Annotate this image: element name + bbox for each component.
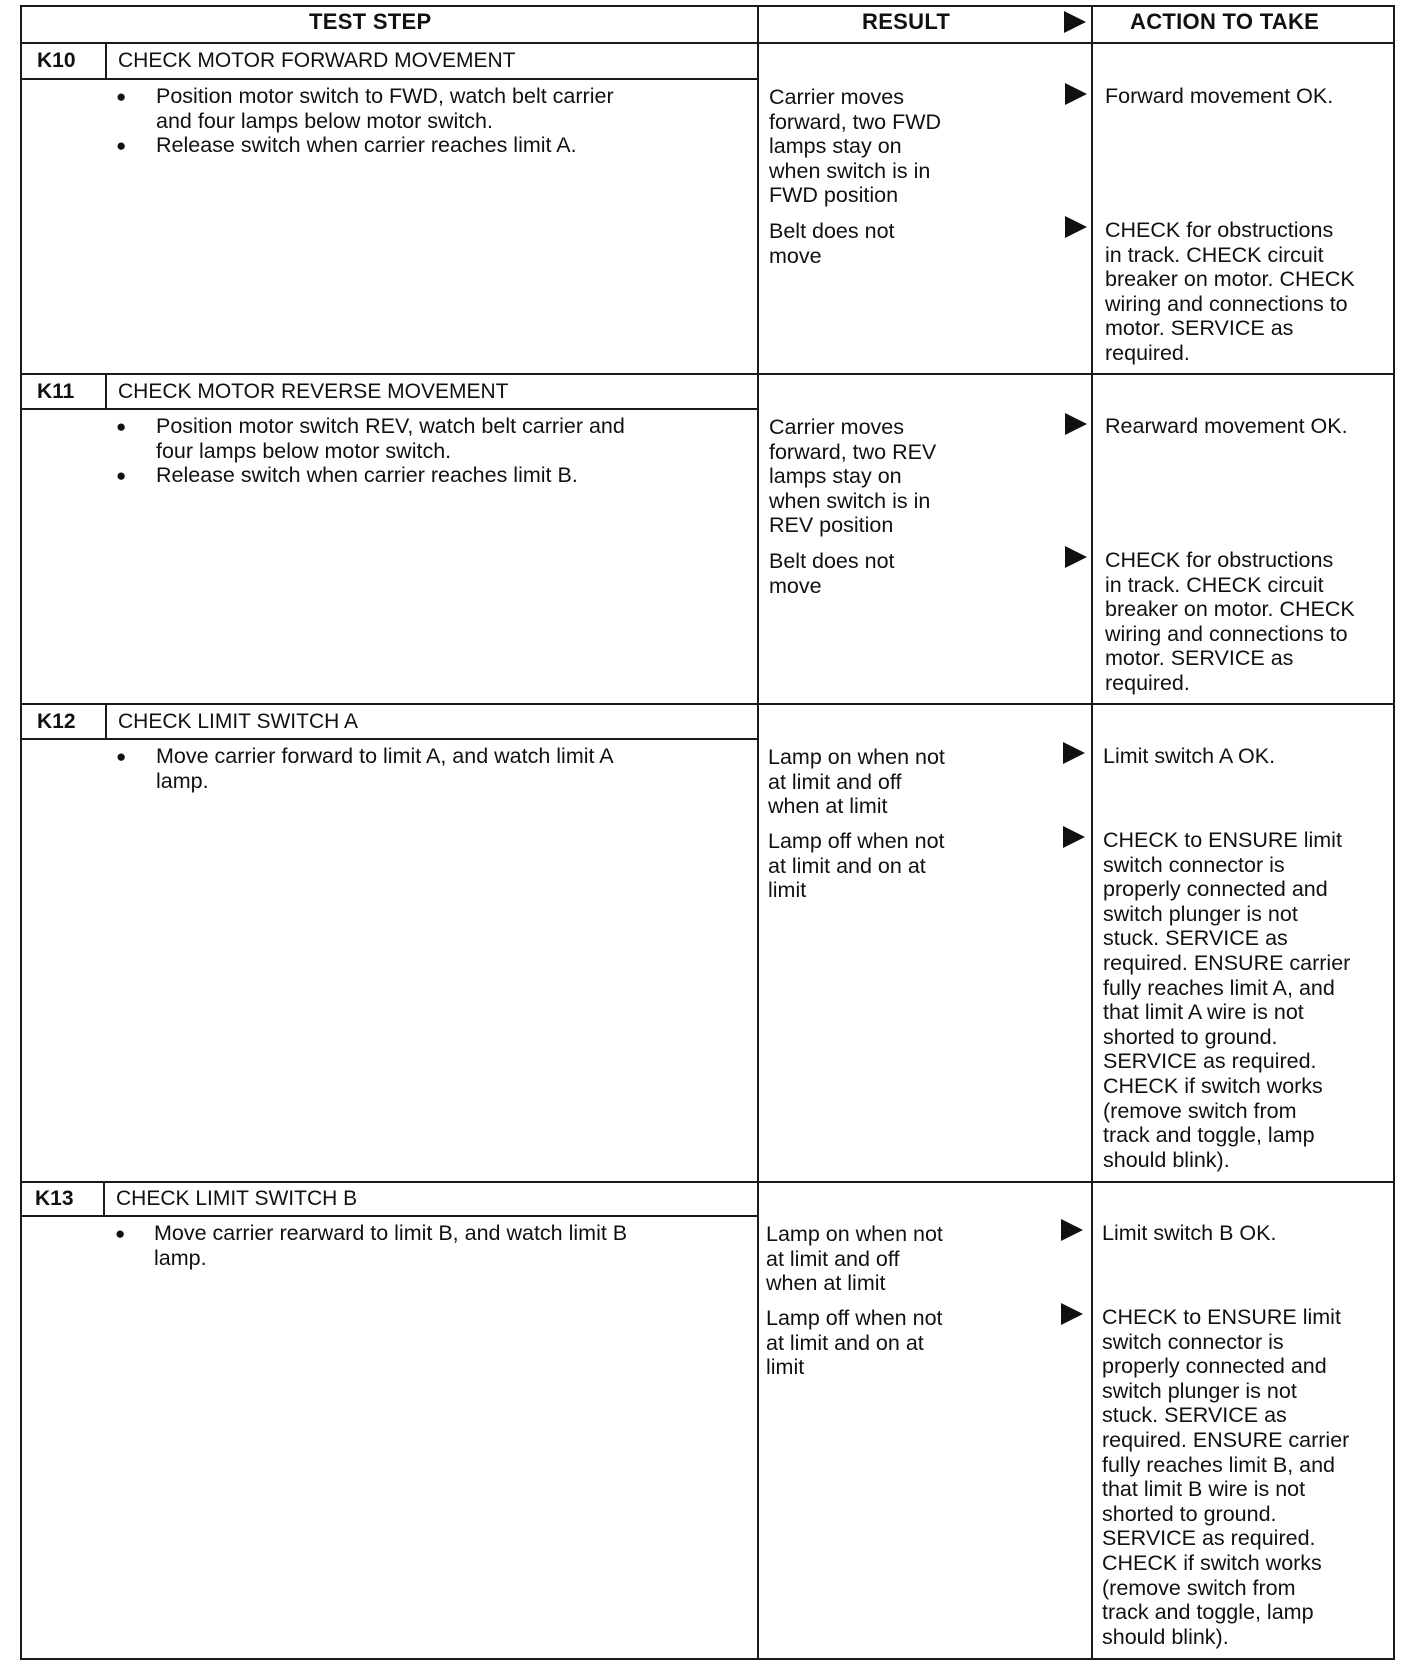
section-divider — [20, 373, 1395, 375]
result-text: Lamp on when not at limit and off when at limit — [768, 745, 945, 819]
action-text: Limit switch B OK. — [1102, 1221, 1277, 1245]
step-title-underline — [20, 78, 759, 80]
action-text: CHECK to ENSURE limit switch connector is properly connected and switch plunger is not stuck. SERVICE as required. ENSURE carrier fully reaches limit A, and that limit A wire is not shorted to ground. SERVICE as required. CHECK if switch works (remove switch from track and toggle, lamp should blink). — [1103, 828, 1351, 1172]
header-bottom-border — [20, 42, 1395, 44]
arrow-icon — [1063, 742, 1085, 764]
bullet-icon: ● — [116, 136, 127, 155]
bullet-icon: ● — [116, 87, 127, 106]
step-title: CHECK MOTOR REVERSE MOVEMENT — [118, 380, 509, 403]
result-text: Carrier moves forward, two REV lamps stay on when switch is in REV position — [769, 415, 937, 538]
step-title: CHECK MOTOR FORWARD MOVEMENT — [118, 49, 516, 72]
table-top-border — [20, 5, 1395, 7]
header-test-step: TEST STEP — [309, 9, 432, 34]
step-title-underline — [20, 408, 759, 410]
table-bottom-border — [20, 1658, 1395, 1660]
step-instruction: Move carrier forward to limit A, and watch limit A lamp. — [156, 744, 614, 793]
step-title-underline — [20, 1215, 759, 1217]
bullet-icon: ● — [116, 466, 127, 485]
header-action-to-take: ACTION TO TAKE — [1130, 9, 1320, 34]
step-id: K10 — [37, 49, 76, 72]
header-result: RESULT — [862, 9, 951, 34]
step-id-divider — [103, 1181, 105, 1217]
arrow-icon — [1065, 216, 1087, 238]
action-column-divider — [1091, 5, 1093, 1660]
bullet-icon: ● — [116, 417, 127, 436]
result-text: Belt does not move — [769, 549, 895, 598]
step-title: CHECK LIMIT SWITCH A — [118, 710, 358, 733]
arrow-icon — [1065, 83, 1087, 105]
section-divider — [20, 1181, 1395, 1183]
step-id: K13 — [35, 1187, 74, 1210]
result-text: Lamp off when not at limit and on at limit — [766, 1306, 943, 1380]
arrow-icon — [1065, 546, 1087, 568]
result-text: Lamp off when not at limit and on at limit — [768, 829, 945, 903]
arrow-icon — [1061, 1219, 1083, 1241]
arrow-icon — [1065, 413, 1087, 435]
bullet-icon: ● — [116, 747, 127, 766]
table-left-border — [20, 5, 22, 1660]
step-id-divider — [105, 42, 107, 80]
action-text: Limit switch A OK. — [1103, 744, 1276, 768]
action-text: Forward movement OK. — [1105, 84, 1334, 108]
step-id: K12 — [37, 710, 76, 733]
step-title: CHECK LIMIT SWITCH B — [116, 1187, 358, 1210]
step-id-divider — [105, 373, 107, 410]
bullet-icon: ● — [115, 1224, 126, 1243]
arrow-icon — [1063, 826, 1085, 848]
action-text: CHECK to ENSURE limit switch connector is properly connected and switch plunger is not stuck. SERVICE as required. ENSURE carrier fully reaches limit B, and that limit B wire is not shorted to ground. SERVICE as required. CHECK if switch works (remove switch from track and toggle, lamp should blink). — [1102, 1305, 1350, 1649]
result-text: Lamp on when not at limit and off when at limit — [766, 1222, 943, 1296]
arrow-icon — [1064, 11, 1086, 33]
result-text: Carrier moves forward, two FWD lamps stay on when switch is in FWD position — [769, 85, 942, 208]
step-id: K11 — [37, 380, 75, 403]
action-text: Rearward movement OK. — [1105, 414, 1348, 438]
step-title-underline — [20, 738, 759, 740]
step-instruction: Position motor switch REV, watch belt carrier and four lamps below motor switch. — [156, 414, 625, 463]
action-text: CHECK for obstructions in track. CHECK circuit breaker on motor. CHECK wiring and connections to motor. SERVICE as required. — [1105, 218, 1355, 365]
step-id-divider — [105, 703, 107, 740]
arrow-icon — [1061, 1303, 1083, 1325]
result-text: Belt does not move — [769, 219, 895, 268]
step-instruction: Release switch when carrier reaches limit B. — [156, 463, 578, 487]
step-instruction: Release switch when carrier reaches limit A. — [156, 133, 577, 157]
table-right-border — [1393, 5, 1395, 1660]
step-instruction: Move carrier rearward to limit B, and watch limit B lamp. — [154, 1221, 628, 1270]
step-instruction: Position motor switch to FWD, watch belt carrier and four lamps below motor switch. — [156, 84, 614, 133]
action-text: CHECK for obstructions in track. CHECK circuit breaker on motor. CHECK wiring and connections to motor. SERVICE as required. — [1105, 548, 1355, 695]
result-column-divider — [757, 5, 759, 1660]
section-divider — [20, 703, 1395, 705]
